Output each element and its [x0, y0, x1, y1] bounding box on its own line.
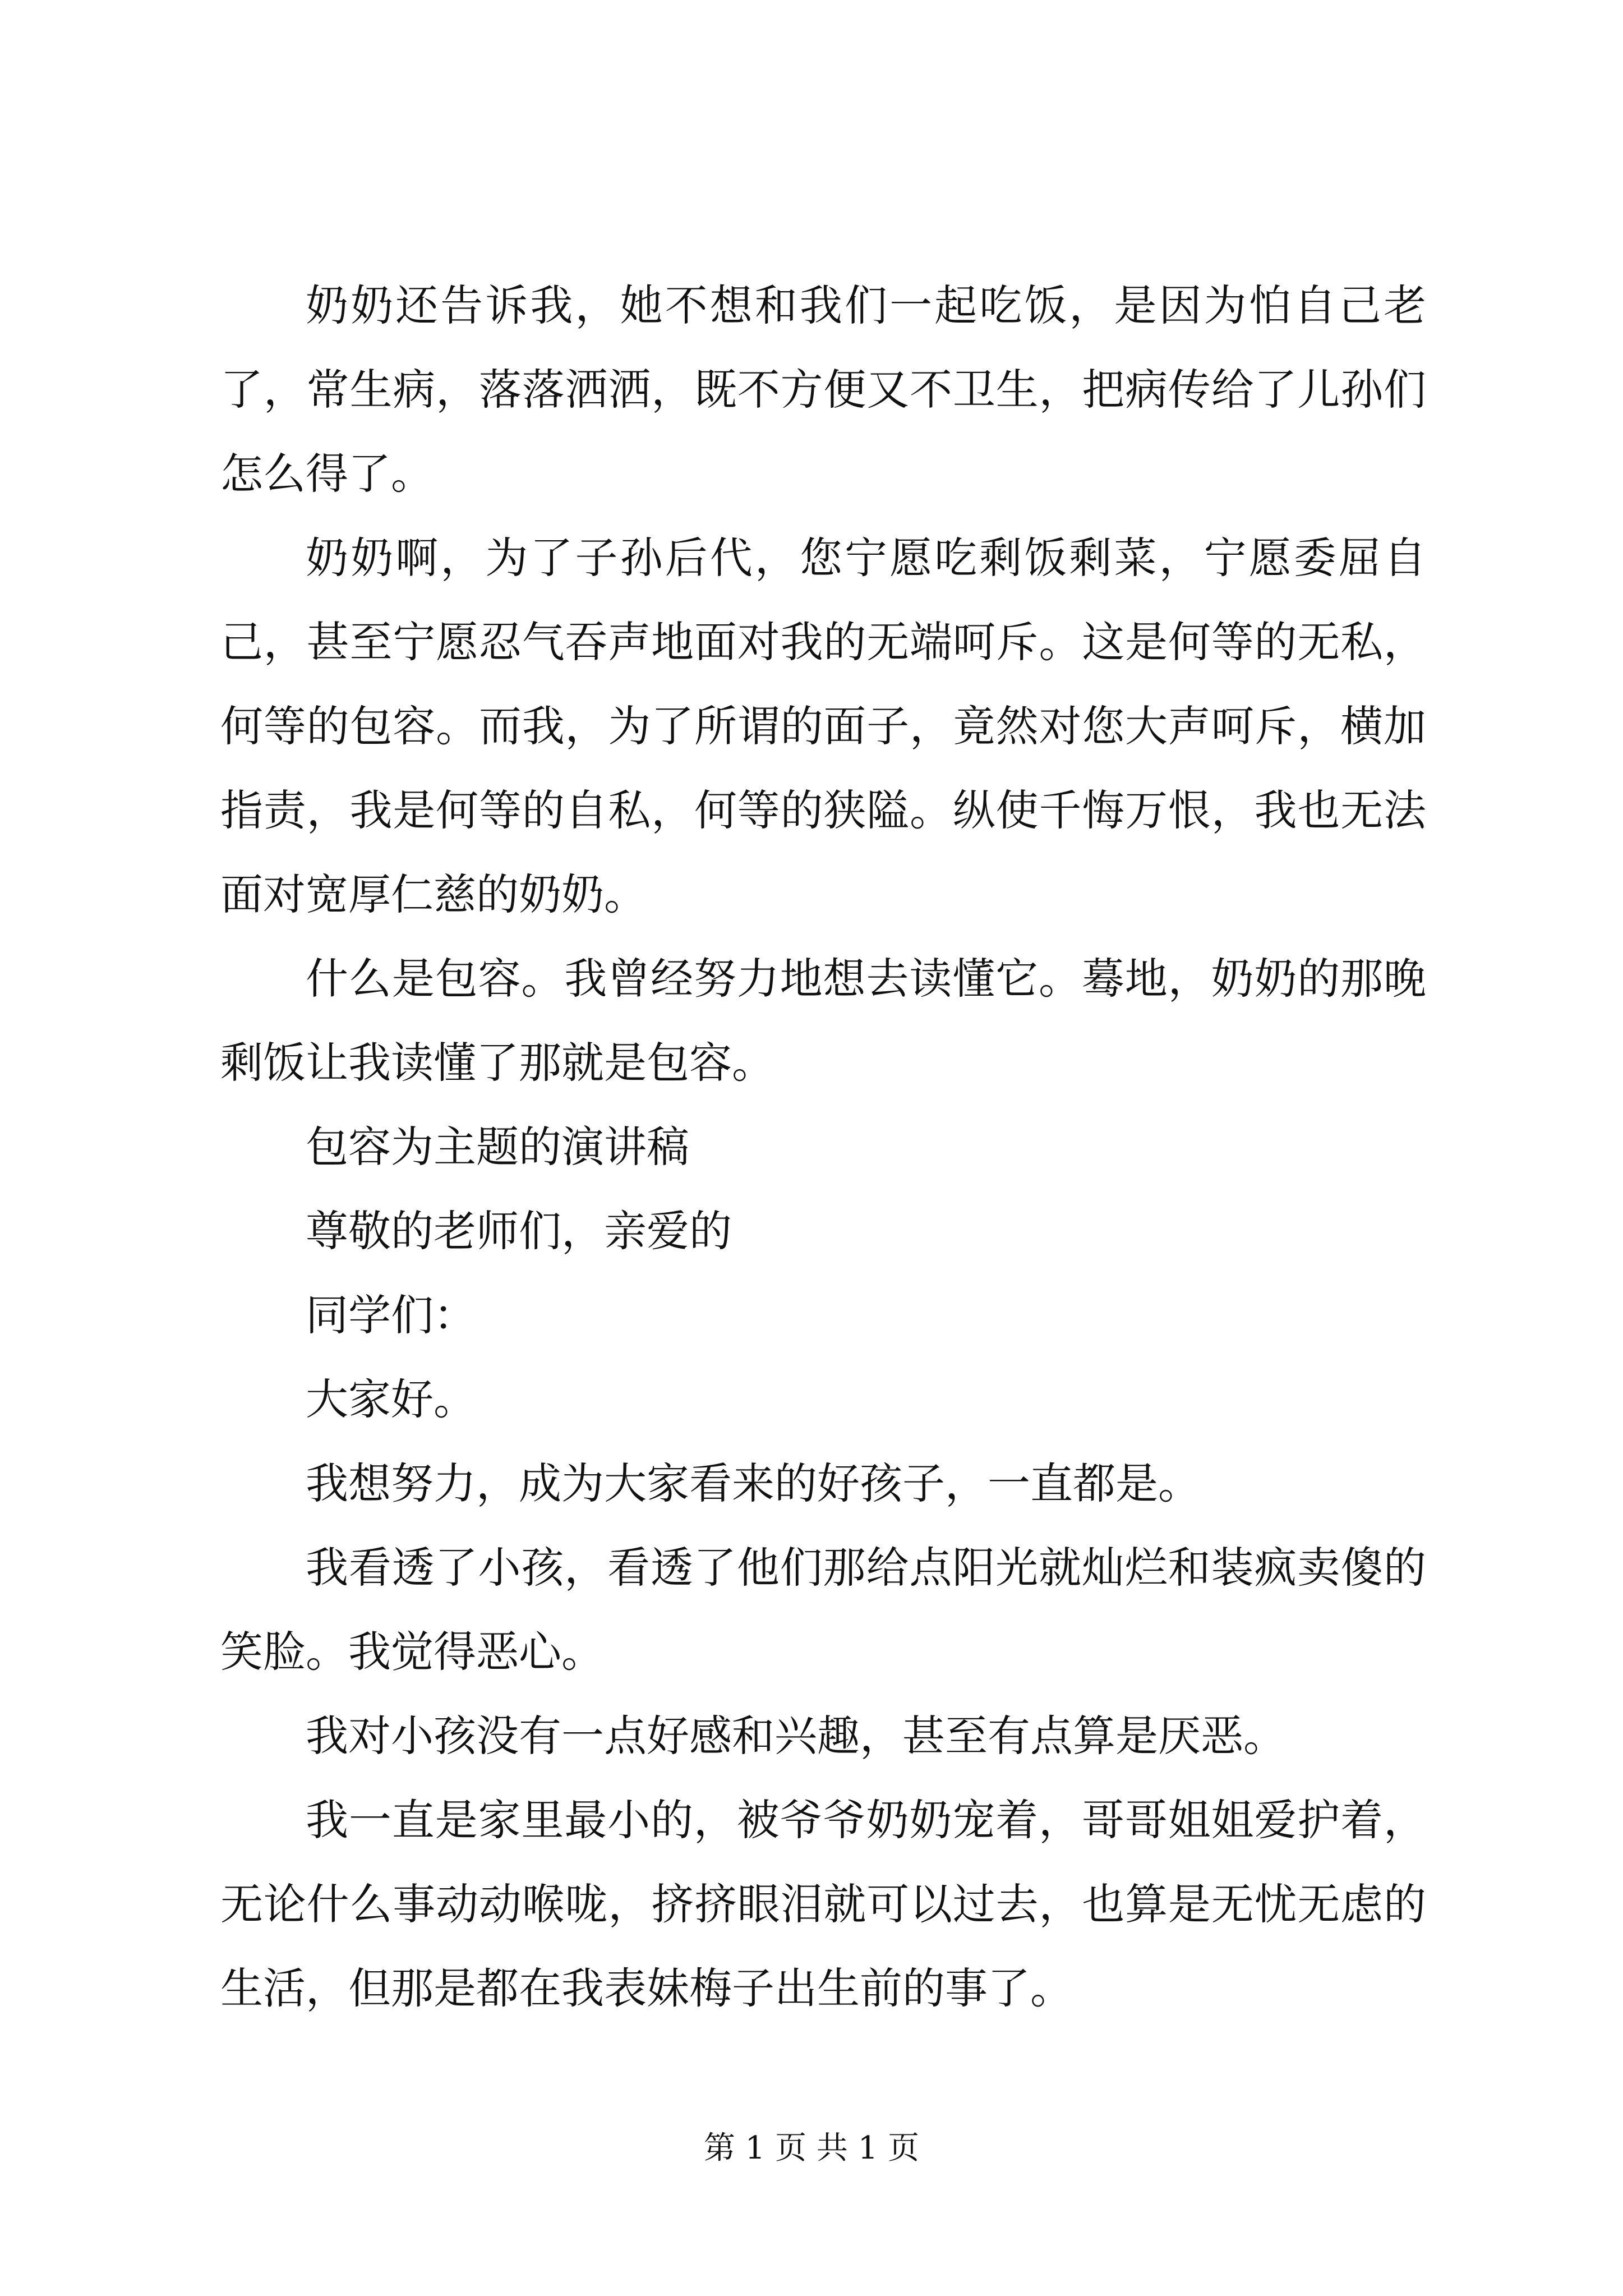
- paragraph: 我看透了小孩，看透了他们那给点阳光就灿烂和装疯卖傻的笑脸。我觉得恶心。: [220, 1543, 1426, 1677]
- paragraph: 我一直是家里最小的，被爷爷奶奶宠着，哥哥姐姐爱护着，无论什么事动动喉咙，挤挤眼泪就可以过去，也算是无忧无虑的生活，但那是都在我表妹梅子出生前的事了。: [220, 1795, 1426, 2013]
- paragraph: 什么是包容。我曾经努力地想去读懂它。蓦地，奶奶的那晚剩饭让我读懂了那就是包容。: [220, 954, 1426, 1088]
- salutation: 同学们：: [306, 1290, 476, 1340]
- salutation: 尊敬的老师们，亲爱的: [306, 1206, 732, 1256]
- greeting: 大家好。: [306, 1374, 476, 1424]
- document-body: [220, 264, 1426, 2031]
- paragraph: 奶奶还告诉我，她不想和我们一起吃饭，是因为怕自己老了，常生病，落落洒洒，既不方便又不卫生，把病传给了儿孙们怎么得了。: [220, 280, 1426, 499]
- paragraph: 我对小孩没有一点好感和兴趣，甚至有点算是厌恶。: [306, 1711, 1286, 1761]
- speech-title: 包容为主题的演讲稿: [306, 1122, 689, 1172]
- paragraph: 我想努力，成为大家看来的好孩子，一直都是。: [306, 1458, 1201, 1508]
- paragraph: 奶奶啊，为了子孙后代，您宁愿吃剩饭剩菜，宁愿委屈自己，甚至宁愿忍气吞声地面对我的无端呵斥。这是何等的无私，何等的包容。而我，为了所谓的面子，竟然对您大声呵斥，横加指责，我是何等的自私，何等的狭隘。纵使千悔万恨，我也无法面对宽厚仁慈的奶奶。: [220, 533, 1426, 919]
- page-number-footer: 第 1 页 共 1 页: [703, 2130, 920, 2166]
